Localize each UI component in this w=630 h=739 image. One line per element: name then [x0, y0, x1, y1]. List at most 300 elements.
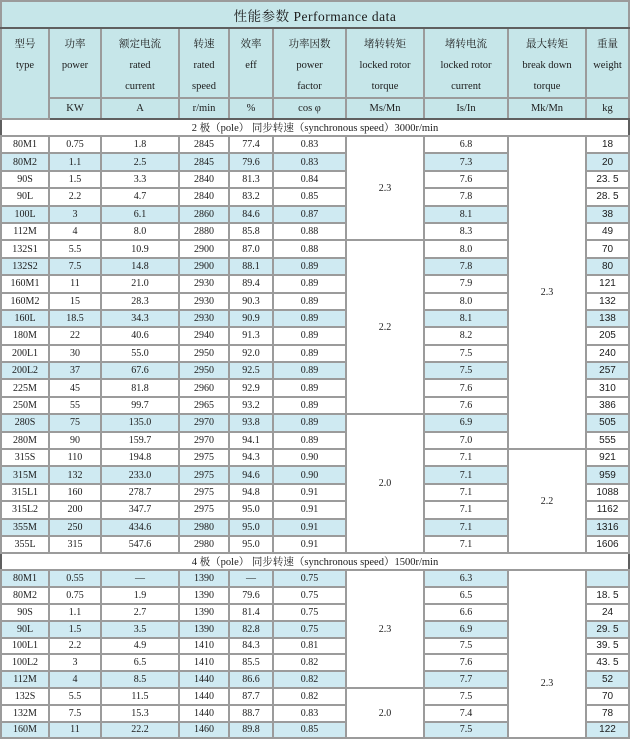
cell-power-kw: 45 [49, 379, 101, 396]
cell-rated-speed: 2900 [179, 240, 229, 257]
cell-type: 180M [1, 327, 49, 344]
cell-weight: 959 [586, 466, 629, 483]
cell-weight: 23. 5 [586, 171, 629, 188]
cell-efficiency: 94.6 [229, 466, 273, 483]
cell-rated-current: 55.0 [101, 345, 179, 362]
cell-type: 132M [1, 705, 49, 722]
cell-power-kw: 7.5 [49, 258, 101, 275]
unit-weight: kg [586, 98, 629, 119]
cell-efficiency: 95.0 [229, 536, 273, 553]
cell-rated-speed: 1460 [179, 722, 229, 739]
cell-rated-current: 278.7 [101, 484, 179, 501]
cell-locked-rotor-torque: 2.3 [346, 136, 424, 240]
cell-efficiency: 89.4 [229, 275, 273, 292]
cell-power-factor: 0.91 [273, 501, 346, 518]
cell-rated-speed: 1390 [179, 604, 229, 621]
cell-locked-rotor-current: 8.2 [424, 327, 508, 344]
cell-type: 200L2 [1, 362, 49, 379]
cell-type: 80M1 [1, 570, 49, 587]
cell-rated-current: 40.6 [101, 327, 179, 344]
cell-locked-rotor-current: 8.0 [424, 240, 508, 257]
cell-rated-speed: 2930 [179, 293, 229, 310]
header-row [1, 28, 629, 98]
cell-weight: 310 [586, 379, 629, 396]
cell-rated-speed: 2860 [179, 206, 229, 223]
cell-power-factor: 0.82 [273, 671, 346, 688]
cell-rated-speed: 1390 [179, 570, 229, 587]
cell-rated-speed: 1410 [179, 654, 229, 671]
cell-weight: 43. 5 [586, 654, 629, 671]
cell-rated-speed: 2900 [179, 258, 229, 275]
cell-weight: 29. 5 [586, 621, 629, 638]
unit-breakdown-torque: Mk/Mn [508, 98, 586, 119]
cell-type: 225M [1, 379, 49, 396]
cell-weight: 205 [586, 327, 629, 344]
cell-efficiency: 84.6 [229, 206, 273, 223]
cell-power-kw: 2.2 [49, 188, 101, 205]
cell-type: 112M [1, 671, 49, 688]
cell-rated-current: 11.5 [101, 688, 179, 705]
cell-locked-rotor-current: 7.8 [424, 258, 508, 275]
cell-locked-rotor-current: 7.3 [424, 153, 508, 170]
cell-power-factor: 0.88 [273, 223, 346, 240]
cell-locked-rotor-current: 7.5 [424, 638, 508, 655]
section-header-row [1, 553, 629, 570]
cell-type: 200L1 [1, 345, 49, 362]
cell-type: 132S [1, 688, 49, 705]
cell-type: 160M2 [1, 293, 49, 310]
cell-power-factor: 0.89 [273, 345, 346, 362]
header-locked-rotor-torque: 堵转转矩 locked rotor torque [346, 28, 424, 98]
cell-power-kw: 1.5 [49, 171, 101, 188]
cell-power-kw: 250 [49, 519, 101, 536]
cell-locked-rotor-current: 7.1 [424, 519, 508, 536]
cell-locked-rotor-current: 6.9 [424, 414, 508, 431]
cell-efficiency: 88.7 [229, 705, 273, 722]
cell-type: 160L [1, 310, 49, 327]
cell-power-kw: 18.5 [49, 310, 101, 327]
table-row [1, 570, 629, 587]
cell-efficiency: 90.9 [229, 310, 273, 327]
cell-locked-rotor-current: 6.6 [424, 604, 508, 621]
cell-rated-speed: 2965 [179, 397, 229, 414]
cell-efficiency: 83.2 [229, 188, 273, 205]
cell-efficiency: 87.7 [229, 688, 273, 705]
cell-efficiency: 93.2 [229, 397, 273, 414]
cell-type: 112M [1, 223, 49, 240]
cell-rated-current: 2.5 [101, 153, 179, 170]
cell-power-factor: 0.89 [273, 310, 346, 327]
cell-type: 280M [1, 432, 49, 449]
cell-efficiency: 79.6 [229, 153, 273, 170]
cell-locked-rotor-current: 7.6 [424, 654, 508, 671]
header-type [1, 28, 49, 119]
cell-rated-speed: 1390 [179, 587, 229, 604]
cell-power-kw: 5.5 [49, 240, 101, 257]
cell-rated-speed: 2845 [179, 136, 229, 153]
section-header-row [1, 119, 629, 136]
cell-weight: 70 [586, 688, 629, 705]
cell-power-factor: 0.88 [273, 240, 346, 257]
cell-power-factor: 0.89 [273, 362, 346, 379]
unit-locked-rotor-torque: Ms/Mn [346, 98, 424, 119]
cell-power-kw: 90 [49, 432, 101, 449]
cell-type: 90L [1, 188, 49, 205]
unit-rated-current: A [101, 98, 179, 119]
cell-weight: 39. 5 [586, 638, 629, 655]
cell-rated-speed: 2975 [179, 466, 229, 483]
cell-rated-speed: 2930 [179, 310, 229, 327]
unit-power: KW [49, 98, 101, 119]
cell-type: 160M1 [1, 275, 49, 292]
cell-power-factor: 0.87 [273, 206, 346, 223]
cell-power-kw: 15 [49, 293, 101, 310]
cell-weight: 386 [586, 397, 629, 414]
cell-rated-current: 67.6 [101, 362, 179, 379]
cell-efficiency: 94.1 [229, 432, 273, 449]
cell-rated-speed: 2840 [179, 188, 229, 205]
cell-rated-current: 434.6 [101, 519, 179, 536]
cell-type: 90S [1, 604, 49, 621]
cell-type: 280S [1, 414, 49, 431]
cell-rated-current: 194.8 [101, 449, 179, 466]
cell-locked-rotor-current: 7.1 [424, 484, 508, 501]
cell-efficiency: 77.4 [229, 136, 273, 153]
cell-power-factor: 0.91 [273, 519, 346, 536]
cell-efficiency: 95.0 [229, 501, 273, 518]
cell-power-kw: 132 [49, 466, 101, 483]
cell-rated-speed: 2950 [179, 362, 229, 379]
cell-locked-rotor-current: 7.5 [424, 722, 508, 739]
cell-rated-speed: 2950 [179, 345, 229, 362]
cell-locked-rotor-current: 7.1 [424, 449, 508, 466]
cell-power-factor: 0.89 [273, 432, 346, 449]
cell-locked-rotor-torque: 2.0 [346, 414, 424, 553]
header-rated-current: 额定电流 rated current [101, 28, 179, 98]
cell-type: 355M [1, 519, 49, 536]
cell-breakdown-torque: 2.2 [508, 449, 586, 553]
cell-power-kw: 315 [49, 536, 101, 553]
cell-power-factor: 0.85 [273, 722, 346, 739]
cell-weight: 122 [586, 722, 629, 739]
cell-efficiency: 81.3 [229, 171, 273, 188]
cell-type: 132S1 [1, 240, 49, 257]
cell-rated-current: 28.3 [101, 293, 179, 310]
cell-locked-rotor-current: 8.3 [424, 223, 508, 240]
cell-locked-rotor-current: 7.9 [424, 275, 508, 292]
cell-locked-rotor-current: 8.1 [424, 206, 508, 223]
cell-efficiency: 89.8 [229, 722, 273, 739]
cell-efficiency: 82.8 [229, 621, 273, 638]
cell-locked-rotor-current: 7.5 [424, 362, 508, 379]
header-breakdown-torque: 最大转矩 break down torque [508, 28, 586, 98]
cell-efficiency: 81.4 [229, 604, 273, 621]
cell-power-factor: 0.82 [273, 688, 346, 705]
unit-efficiency: % [229, 98, 273, 119]
cell-power-kw: 11 [49, 722, 101, 739]
cell-power-kw: 30 [49, 345, 101, 362]
title-row [1, 1, 629, 28]
cell-locked-rotor-current: 7.6 [424, 379, 508, 396]
cell-efficiency: 94.3 [229, 449, 273, 466]
cell-rated-current: 3.3 [101, 171, 179, 188]
cell-rated-current: — [101, 570, 179, 587]
cell-weight: 52 [586, 671, 629, 688]
cell-type: 90L [1, 621, 49, 638]
cell-rated-current: 8.5 [101, 671, 179, 688]
cell-type: 80M1 [1, 136, 49, 153]
cell-rated-speed: 2840 [179, 171, 229, 188]
unit-rated-speed: r/min [179, 98, 229, 119]
cell-rated-speed: 2930 [179, 275, 229, 292]
cell-locked-rotor-current: 7.1 [424, 501, 508, 518]
cell-rated-current: 21.0 [101, 275, 179, 292]
cell-weight: 138 [586, 310, 629, 327]
cell-locked-rotor-current: 7.1 [424, 536, 508, 553]
cell-weight: 1606 [586, 536, 629, 553]
section-header-label: 4 极（pole） 同步转速（synchronous speed）1500r/min [1, 553, 629, 570]
cell-power-kw: 3 [49, 206, 101, 223]
cell-power-kw: 7.5 [49, 705, 101, 722]
cell-power-factor: 0.83 [273, 153, 346, 170]
cell-efficiency: 88.1 [229, 258, 273, 275]
cell-efficiency: 79.6 [229, 587, 273, 604]
cell-rated-speed: 2880 [179, 223, 229, 240]
cell-rated-speed: 2940 [179, 327, 229, 344]
cell-rated-current: 10.9 [101, 240, 179, 257]
cell-type: 90S [1, 171, 49, 188]
cell-locked-rotor-current: 7.0 [424, 432, 508, 449]
cell-type: 80M2 [1, 587, 49, 604]
cell-weight: 70 [586, 240, 629, 257]
cell-locked-rotor-current: 8.1 [424, 310, 508, 327]
cell-power-factor: 0.89 [273, 293, 346, 310]
cell-power-factor: 0.90 [273, 449, 346, 466]
cell-weight: 505 [586, 414, 629, 431]
cell-power-kw: 4 [49, 671, 101, 688]
cell-locked-rotor-torque: 2.3 [346, 570, 424, 688]
cell-efficiency: 84.3 [229, 638, 273, 655]
cell-power-factor: 0.75 [273, 587, 346, 604]
cell-weight: 18 [586, 136, 629, 153]
cell-type: 315L1 [1, 484, 49, 501]
cell-rated-current: 22.2 [101, 722, 179, 739]
cell-weight: 121 [586, 275, 629, 292]
cell-power-factor: 0.75 [273, 570, 346, 587]
cell-power-kw: 37 [49, 362, 101, 379]
cell-locked-rotor-current: 7.6 [424, 171, 508, 188]
cell-weight: 921 [586, 449, 629, 466]
cell-breakdown-torque: 2.3 [508, 570, 586, 738]
cell-rated-speed: 1440 [179, 705, 229, 722]
cell-locked-rotor-current: 6.5 [424, 587, 508, 604]
cell-efficiency: 87.0 [229, 240, 273, 257]
cell-type: 100L1 [1, 638, 49, 655]
cell-rated-current: 159.7 [101, 432, 179, 449]
cell-rated-speed: 1440 [179, 671, 229, 688]
page-title: 性能参数 Performance data [1, 1, 629, 28]
cell-locked-rotor-current: 7.5 [424, 688, 508, 705]
cell-power-kw: 4 [49, 223, 101, 240]
header-power-factor: 功率因数 power factor [273, 28, 346, 98]
cell-locked-rotor-current: 7.7 [424, 671, 508, 688]
cell-type: 80M2 [1, 153, 49, 170]
cell-rated-current: 3.5 [101, 621, 179, 638]
cell-rated-current: 347.7 [101, 501, 179, 518]
unit-row [1, 98, 629, 119]
cell-rated-current: 135.0 [101, 414, 179, 431]
cell-power-factor: 0.85 [273, 188, 346, 205]
cell-rated-current: 547.6 [101, 536, 179, 553]
cell-locked-rotor-current: 7.4 [424, 705, 508, 722]
section-header-label: 2 极（pole） 同步转速（synchronous speed）3000r/min [1, 119, 629, 136]
cell-efficiency: 85.5 [229, 654, 273, 671]
cell-locked-rotor-torque: 2.0 [346, 688, 424, 738]
cell-efficiency: 92.5 [229, 362, 273, 379]
cell-power-kw: 3 [49, 654, 101, 671]
cell-efficiency: — [229, 570, 273, 587]
cell-power-kw: 0.75 [49, 136, 101, 153]
cell-efficiency: 85.8 [229, 223, 273, 240]
cell-power-factor: 0.83 [273, 705, 346, 722]
cell-power-kw: 5.5 [49, 688, 101, 705]
cell-rated-current: 99.7 [101, 397, 179, 414]
cell-type: 100L [1, 206, 49, 223]
table-row [1, 136, 629, 153]
cell-weight: 1316 [586, 519, 629, 536]
cell-weight: 20 [586, 153, 629, 170]
cell-power-factor: 0.90 [273, 466, 346, 483]
cell-power-kw: 22 [49, 327, 101, 344]
cell-efficiency: 93.8 [229, 414, 273, 431]
cell-weight: 24 [586, 604, 629, 621]
cell-type: 250M [1, 397, 49, 414]
unit-locked-rotor-current: Is/In [424, 98, 508, 119]
cell-efficiency: 86.6 [229, 671, 273, 688]
cell-rated-current: 1.8 [101, 136, 179, 153]
cell-efficiency: 95.0 [229, 519, 273, 536]
cell-weight: 38 [586, 206, 629, 223]
cell-rated-current: 81.8 [101, 379, 179, 396]
cell-power-factor: 0.91 [273, 484, 346, 501]
cell-weight: 132 [586, 293, 629, 310]
cell-breakdown-torque: 2.3 [508, 136, 586, 449]
header-weight: 重量 weight [586, 28, 629, 98]
cell-rated-current: 15.3 [101, 705, 179, 722]
cell-type: 132S2 [1, 258, 49, 275]
cell-efficiency: 90.3 [229, 293, 273, 310]
cell-type: 315M [1, 466, 49, 483]
cell-locked-rotor-current: 6.9 [424, 621, 508, 638]
cell-locked-rotor-current: 8.0 [424, 293, 508, 310]
cell-locked-rotor-current: 6.3 [424, 570, 508, 587]
cell-efficiency: 92.0 [229, 345, 273, 362]
cell-power-factor: 0.81 [273, 638, 346, 655]
cell-rated-speed: 2845 [179, 153, 229, 170]
cell-efficiency: 92.9 [229, 379, 273, 396]
cell-type: 355L [1, 536, 49, 553]
header-power: 功率 power [49, 28, 101, 98]
cell-power-kw: 11 [49, 275, 101, 292]
cell-locked-rotor-current: 6.8 [424, 136, 508, 153]
cell-power-kw: 1.1 [49, 153, 101, 170]
cell-weight: 1162 [586, 501, 629, 518]
cell-power-factor: 0.91 [273, 536, 346, 553]
cell-power-factor: 0.89 [273, 414, 346, 431]
cell-locked-rotor-current: 7.5 [424, 345, 508, 362]
table-row [1, 449, 629, 466]
cell-power-kw: 0.75 [49, 587, 101, 604]
cell-power-factor: 0.89 [273, 275, 346, 292]
cell-weight [586, 570, 629, 587]
cell-locked-rotor-current: 7.1 [424, 466, 508, 483]
cell-locked-rotor-current: 7.6 [424, 397, 508, 414]
cell-weight: 555 [586, 432, 629, 449]
cell-power-kw: 200 [49, 501, 101, 518]
cell-rated-speed: 2975 [179, 449, 229, 466]
cell-power-kw: 110 [49, 449, 101, 466]
header-efficiency: 效率 eff [229, 28, 273, 98]
cell-rated-speed: 2975 [179, 501, 229, 518]
cell-rated-current: 233.0 [101, 466, 179, 483]
cell-weight: 80 [586, 258, 629, 275]
cell-type: 160M [1, 722, 49, 739]
cell-weight: 28. 5 [586, 188, 629, 205]
cell-weight: 240 [586, 345, 629, 362]
cell-power-factor: 0.89 [273, 379, 346, 396]
cell-power-kw: 1.5 [49, 621, 101, 638]
cell-power-kw: 0.55 [49, 570, 101, 587]
unit-power-factor: cos φ [273, 98, 346, 119]
cell-power-kw: 1.1 [49, 604, 101, 621]
cell-rated-speed: 2960 [179, 379, 229, 396]
header-rated-speed: 转速 rated speed [179, 28, 229, 98]
cell-rated-speed: 2975 [179, 484, 229, 501]
cell-power-factor: 0.82 [273, 654, 346, 671]
cell-rated-current: 2.7 [101, 604, 179, 621]
cell-weight: 49 [586, 223, 629, 240]
cell-rated-current: 4.9 [101, 638, 179, 655]
cell-power-factor: 0.89 [273, 397, 346, 414]
cell-power-kw: 55 [49, 397, 101, 414]
cell-rated-current: 34.3 [101, 310, 179, 327]
cell-efficiency: 91.3 [229, 327, 273, 344]
cell-rated-speed: 1390 [179, 621, 229, 638]
header-type-zh: 型号 [14, 39, 36, 50]
cell-rated-speed: 2980 [179, 536, 229, 553]
cell-power-factor: 0.75 [273, 604, 346, 621]
cell-rated-current: 8.0 [101, 223, 179, 240]
cell-power-factor: 0.84 [273, 171, 346, 188]
cell-rated-current: 14.8 [101, 258, 179, 275]
cell-power-factor: 0.89 [273, 258, 346, 275]
cell-rated-speed: 2970 [179, 414, 229, 431]
cell-locked-rotor-current: 7.8 [424, 188, 508, 205]
cell-power-factor: 0.83 [273, 136, 346, 153]
cell-rated-speed: 2980 [179, 519, 229, 536]
cell-rated-current: 6.5 [101, 654, 179, 671]
cell-type: 315S [1, 449, 49, 466]
cell-rated-current: 1.9 [101, 587, 179, 604]
cell-power-factor: 0.89 [273, 327, 346, 344]
cell-power-factor: 0.75 [273, 621, 346, 638]
cell-power-kw: 75 [49, 414, 101, 431]
cell-power-kw: 160 [49, 484, 101, 501]
cell-locked-rotor-torque: 2.2 [346, 240, 424, 414]
cell-rated-speed: 1410 [179, 638, 229, 655]
cell-type: 100L2 [1, 654, 49, 671]
cell-power-kw: 2.2 [49, 638, 101, 655]
